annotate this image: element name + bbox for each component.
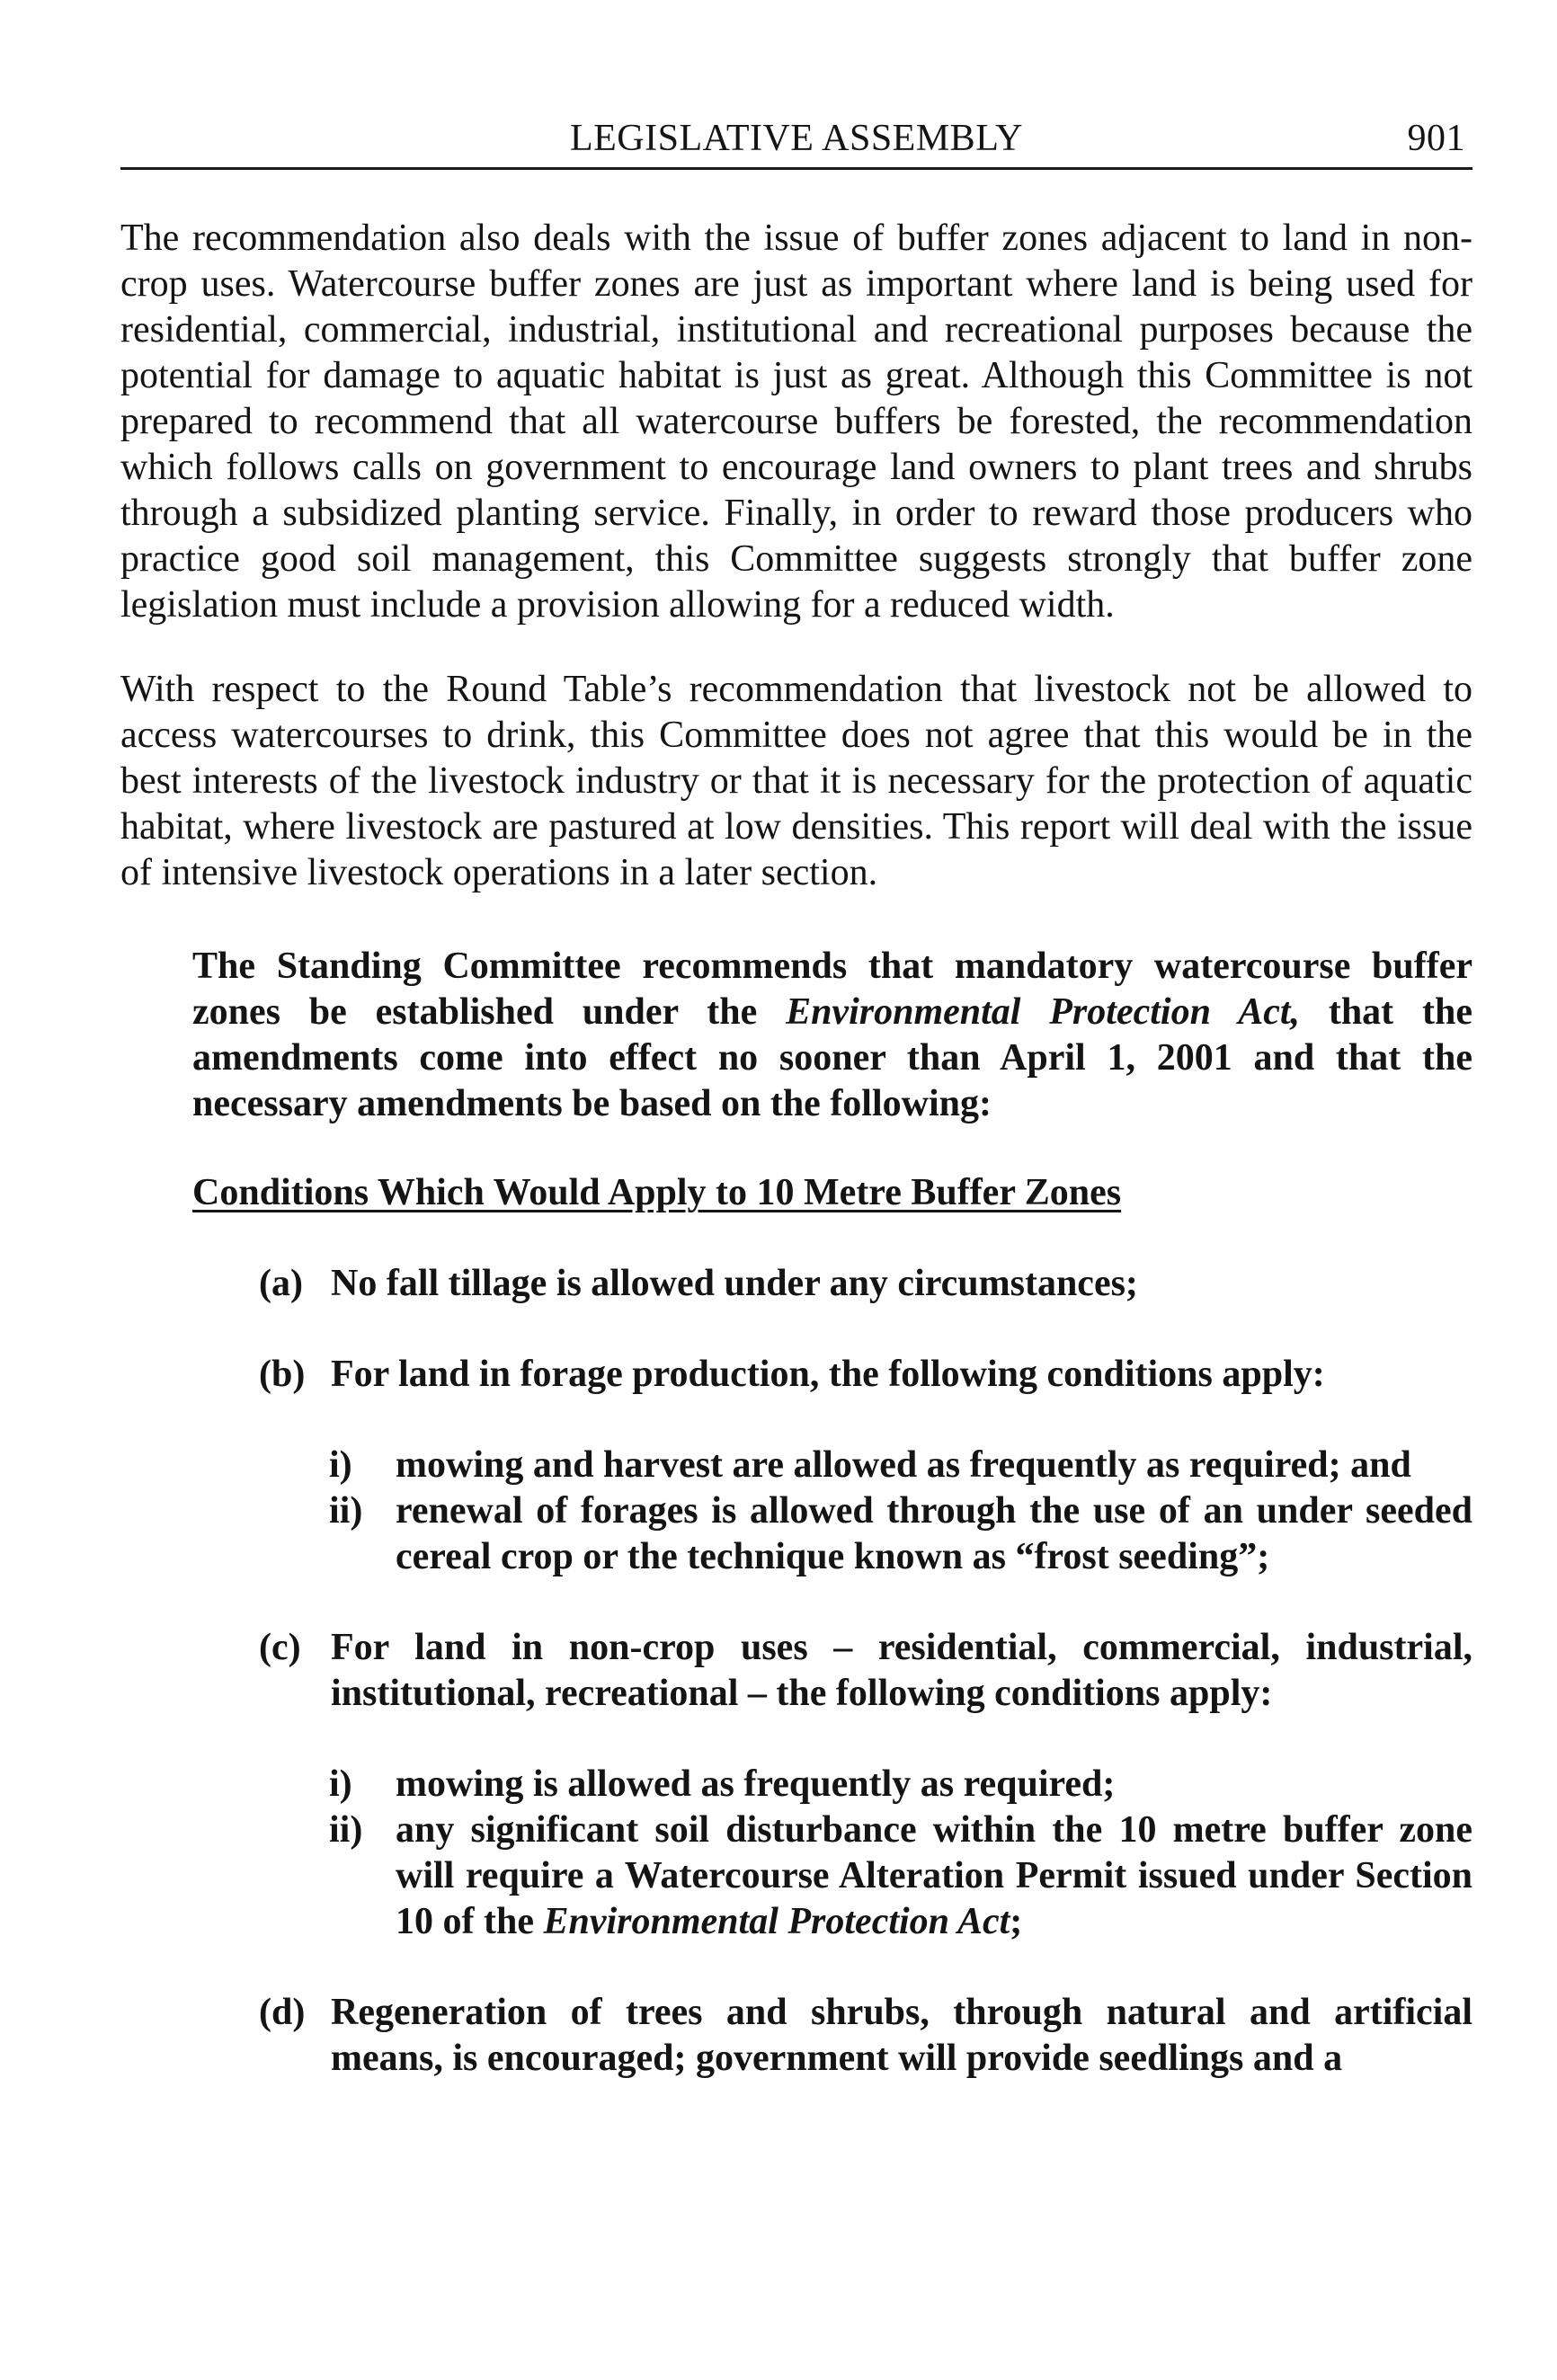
item-text: Regeneration of trees and shrubs, through natural and artificial means, is encouraged; government will provide seedlings and a — [331, 1992, 1472, 2079]
section-heading: Conditions Which Would Apply to 10 Metre Buffer Zones — [192, 1172, 1122, 1213]
committee-recommendation — [192, 944, 1472, 1127]
recommendation-act-title: Environmental Protection Act, — [786, 991, 1301, 1033]
item-text: No fall tillage is allowed under any circumstances; — [331, 1263, 1138, 1304]
subitem-text: mowing and harvest are allowed as frequently as required; and — [396, 1444, 1411, 1486]
running-header — [120, 111, 1472, 170]
subitem-text: renewal of forages is allowed through the use of an under seeded cereal crop or the technique known as “frost seeding”; — [396, 1490, 1472, 1577]
subitem-label: ii) — [329, 1809, 363, 1851]
subitem-act-title: Environmental Protection Act — [543, 1901, 1010, 1942]
condition-subitem-c-i — [329, 1762, 1472, 1807]
recommendation-text-after: that the amendments come into effect no sooner than April 1, 2001 and that the necessary amendments be based on the following: — [192, 991, 1472, 1124]
condition-item-a — [259, 1261, 1472, 1307]
condition-subitem-b-i — [329, 1443, 1472, 1488]
body-paragraph-livestock: With respect to the Round Table’s recommendation that livestock not be allowed to access watercourses to drink, this Committee does not agree that this would be in the best interests of the livestock industry or that it is necessary for the protection of aquatic habitat, where livestock are pastured at low densities. This report will deal with the issue of intensive livestock operations in a later section. — [120, 669, 1472, 893]
item-text: For land in forage production, the following conditions apply: — [331, 1354, 1325, 1395]
recommendation-text-before: The Standing Committee recommends that mandatory watercourse buffer zones be established under the — [192, 946, 1472, 1033]
subitem-label: i) — [329, 1763, 352, 1805]
subitem-text — [396, 1807, 1472, 1945]
body-paragraph-buffer-zones: The recommendation also deals with the issue of buffer zones adjacent to land in non-crop uses. Watercourse buffer zones are just as important where land is being used for residential, commercial, industrial, institutional and recreational purposes because the potential for damage to aquatic habitat is just as great. Although this Committee is not prepared to recommend that all watercourse buffers be forested, the recommendation which follows calls on government to encourage land owners to plant trees and shrubs through a subsidized planting service. Finally, in order to reward those producers who practice good soil management, this Committee suggests strongly that buffer zone legislation must include a provision allowing for a reduced width. — [120, 218, 1472, 626]
running-title: LEGISLATIVE ASSEMBLY — [570, 118, 1023, 159]
subitem-text-after: ; — [1010, 1901, 1023, 1942]
subitem-label: ii) — [329, 1490, 363, 1532]
condition-item-d — [259, 1990, 1472, 2082]
item-label: (a) — [259, 1263, 303, 1304]
condition-subitem-c-ii — [329, 1807, 1472, 1945]
condition-subitem-b-ii — [329, 1488, 1472, 1580]
item-label: (c) — [259, 1627, 301, 1668]
page-number: 901 — [1407, 118, 1465, 159]
subitem-text-before: any significant soil disturbance within the 10 metre buffer zone will require a Watercourse Alteration Permit issued under Section 10 of the — [396, 1809, 1472, 1942]
item-label: (d) — [259, 1992, 306, 2033]
item-label: (b) — [259, 1354, 306, 1395]
subitem-label: i) — [329, 1444, 352, 1486]
item-text: For land in non-crop uses – residential, commercial, industrial, institutional, recreational – the following conditions apply: — [331, 1627, 1472, 1714]
condition-item-c — [259, 1625, 1472, 1717]
condition-item-b — [259, 1352, 1472, 1398]
subitem-text: mowing is allowed as frequently as required; — [396, 1763, 1116, 1805]
